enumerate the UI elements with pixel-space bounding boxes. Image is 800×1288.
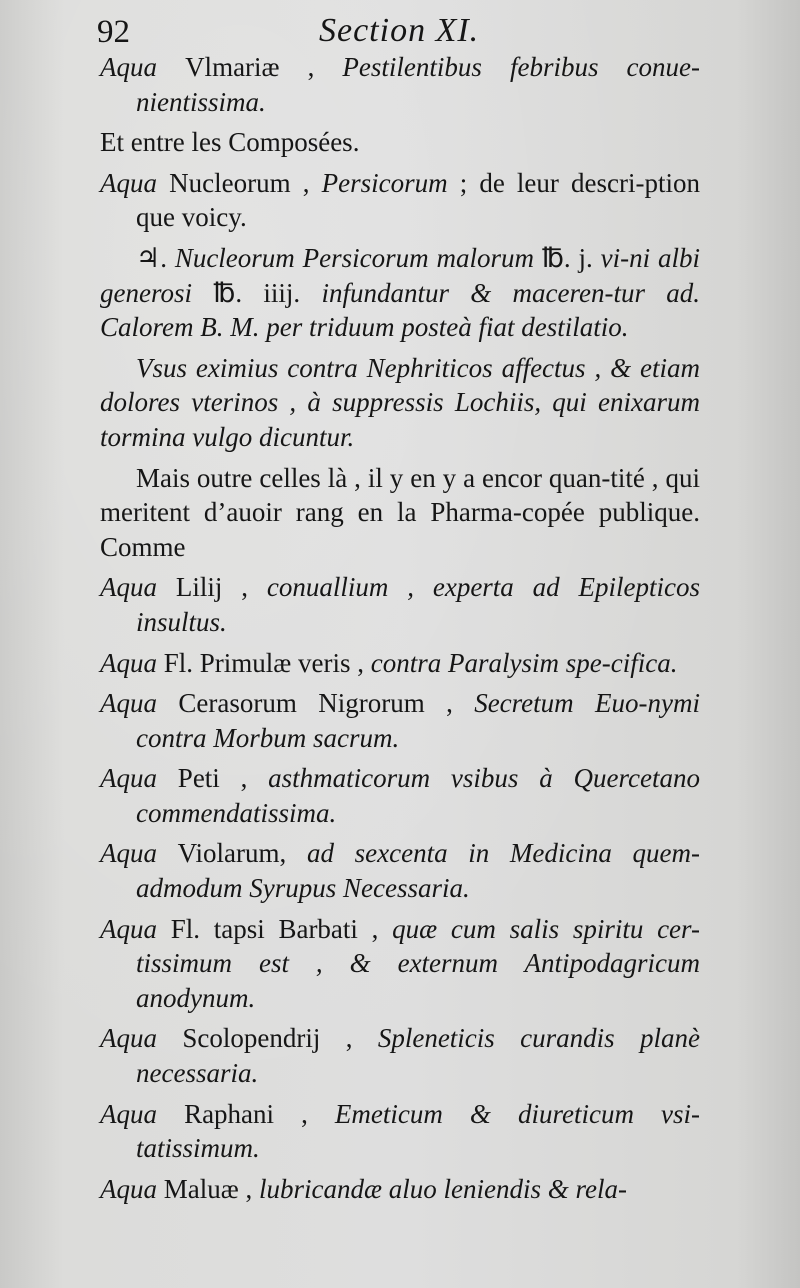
text-span: Aqua	[100, 52, 186, 82]
body-text	[100, 50, 700, 1212]
text-span: lubricandæ aluo leniendis & rela-	[259, 1173, 627, 1204]
paragraph	[100, 1172, 700, 1207]
text-span: Vsus eximius contra Nephriticos affectus , & etiam dolores vterinos , à suppressis Lochiis, qui enixarum tormina vulgo dicuntur.	[100, 352, 700, 452]
paragraph	[100, 351, 700, 455]
text-span: asthmaticorum vsibus à Quercetano commendatissima.	[136, 763, 700, 828]
paragraph	[100, 570, 700, 639]
text-span: infundantur & maceren-tur ad. Calorem B. M. per triduum posteà fiat destilatio.	[100, 277, 701, 343]
text-span: Aqua	[100, 1098, 185, 1129]
paragraph	[100, 241, 700, 345]
paragraph	[100, 836, 700, 905]
text-span: Aqua	[100, 167, 170, 198]
text-span: ℔. iiij.	[213, 277, 322, 308]
text-span: Lilij ,	[175, 572, 267, 603]
text-span: Peti ,	[177, 763, 269, 794]
page-number: 92	[97, 14, 130, 50]
paragraph	[100, 1021, 700, 1090]
paragraph	[100, 646, 700, 681]
text-span: Mais outre celles là , il y en y a encor quan-tité , qui meritent d’auoir rang en la Pharma-copée publique. Comme	[100, 462, 700, 562]
text-span: Raphani ,	[184, 1098, 335, 1129]
text-span: Et entre les Composées.	[100, 127, 360, 158]
text-span: Vlmariæ ,	[185, 52, 343, 82]
text-span: Persicorum	[321, 167, 448, 198]
paragraph	[100, 166, 700, 235]
text-span: Aqua	[100, 688, 179, 719]
text-span: Cerasorum Nigrorum ,	[178, 688, 475, 719]
text-span: vi-ni albi generosi	[100, 242, 700, 308]
text-span: ♃.	[136, 242, 175, 273]
text-span: Aqua	[100, 1173, 164, 1204]
paragraph	[100, 50, 700, 119]
text-span: Spleneticis curandis planè necessaria.	[136, 1023, 701, 1089]
paragraph	[100, 686, 700, 755]
text-span: Nucleorum Persicorum malorum	[174, 242, 542, 273]
text-span: ℔. j.	[541, 242, 601, 273]
text-span: contra Paralysim spe-cifica.	[370, 647, 678, 678]
text-span: ; de leur descri-ption que voicy.	[136, 167, 700, 233]
text-span: Maluæ ,	[163, 1173, 260, 1204]
text-span: Pestilentibus febribus conue-nientissima.	[136, 52, 700, 117]
text-span: Aqua	[100, 913, 171, 944]
text-span: quæ cum salis spiritu cer-tissimum est , & externum Antipodagricum anodynum.	[136, 913, 701, 1013]
text-span: Aqua	[100, 763, 178, 794]
text-span: Aqua	[100, 1023, 183, 1054]
text-span: Scolopendrij ,	[182, 1023, 378, 1054]
page-header	[97, 10, 697, 54]
paragraph	[100, 912, 700, 1016]
text-span: Aqua	[100, 838, 178, 869]
text-span: Nucleorum ,	[169, 167, 322, 198]
text-span: Emeticum & diureticum vsi-tatissimum.	[136, 1098, 701, 1164]
text-span: Secretum Euo-nymi contra Morbum sacrum.	[136, 688, 700, 753]
text-span: conuallium , experta ad Epilepticos insultus.	[136, 572, 701, 637]
text-span: ad sexcenta in Medicina quem-admodum Syrupus Necessaria.	[136, 838, 701, 904]
paragraph	[100, 125, 700, 160]
text-span: Aqua	[100, 572, 176, 603]
running-head: Section XI.	[319, 12, 480, 49]
text-span: Aqua	[100, 647, 164, 678]
text-span: Fl. tapsi Barbati ,	[170, 913, 393, 944]
paragraph	[100, 461, 700, 565]
paragraph	[100, 761, 700, 830]
text-span: Violarum,	[177, 838, 307, 869]
paragraph	[100, 1097, 700, 1166]
text-span: Fl. Primulæ veris ,	[163, 647, 371, 678]
